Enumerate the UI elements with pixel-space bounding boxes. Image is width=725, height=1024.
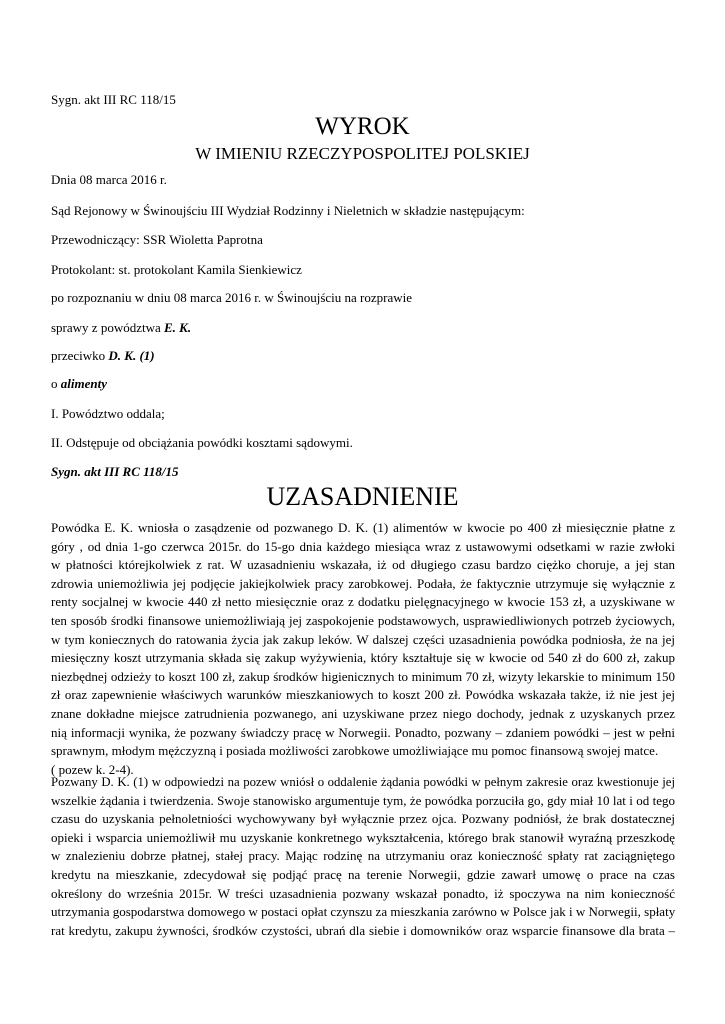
paragraph-line: w tym koniecznych do ratowania życia jak zakup leków. W dalszej części uzasadnienia powódka podniosła, że na jej (51, 631, 675, 647)
presiding-judge-label: Przewodniczący: (51, 232, 144, 247)
paragraph-line: góry , od dnia 1-go czerwca 2015r. do 15-go dnia każdego miesiąca wraz z ustawowymi odsetkami w razie zwłoki (51, 538, 675, 554)
hearing-info: po rozpoznaniu w dniu 08 marca 2016 r. w Świnoujściu na rozprawie (51, 290, 413, 305)
paragraph-line: w znalezieniu dobrze płatnej, stałej pracy. Mając rodzinę na utrzymaniu oraz konieczność spłaty rat zaciągniętego (51, 848, 675, 864)
case-subject-value: alimenty (60, 376, 107, 391)
paragraph-line: w płatności którejkolwiek z rat. W uzasadnieniu wskazała, iż od długiego czasu bardzo ciężko choruje, a jej stan (51, 557, 675, 573)
presiding-judge-name: SSR Wioletta Paprotna (143, 232, 263, 247)
paragraph-line: czasu do uzyskania pełnoletniości wychowywany był wyłącznie przez ojca. Pozwany podniósł, że brak dostatecznej (51, 811, 675, 827)
paragraph-line: opieki i wsparcia uniemożliwił mu uzyskanie konkretnego wykształcenia, którego brak stanowił wyraźną przeszkodę (51, 829, 675, 845)
paragraph-line: sprawnym, młodym mężczyzną i posiada możliwości zarobkowe umożliwiające mu pomoc finansową swojej matce. (51, 743, 659, 759)
paragraph-line: Pozwany D. K. (1) w odpowiedzi na pozew wniósł o oddalenie żądania powódki w pełnym zakresie oraz kwestionuje jej (51, 775, 675, 789)
paragraph-line: ten sposób środki finansowe uniemożliwiają jej zaspokojenie podstawowych, usprawiedliwionych potrzeb życiowych, (51, 612, 675, 628)
document-title: WYROK (315, 113, 410, 140)
presiding-judge (51, 232, 263, 247)
paragraph-line: zł oraz zapewnienie właściwych warunków mieszkaniowych to koszt 200 zł. Powódka wskazała także, iż nie jest jej (51, 687, 675, 703)
plaintiff-line (51, 320, 191, 335)
defendant-name: D. K. (1) (108, 348, 155, 363)
paragraph-line: kredytu na mieszkanie, zdecydował się podjąć pracę na terenie Norwegii, gdzie zawarł umowę o prace na czas (51, 866, 675, 882)
paragraph-line: zdrowia uniemożliwia jej podjęcie jakiejkolwiek pracy zarobkowej. Podała, że faktycznie utrzymuje się wyłącznie z (51, 575, 675, 591)
case-subject-prefix: o (51, 376, 61, 391)
defendant-line (51, 348, 155, 363)
paragraph-line: Powódka E. K. wniosła o zasądzenie od pozwanego D. K. (1) alimentów w kwocie po 400 zł miesięcznie płatne z (51, 520, 675, 535)
court-clerk-name: st. protokolant Kamila Sienkiewicz (118, 262, 302, 277)
paragraph-line: miesięczny koszt utrzymania składa się zakup wyżywienia, który kształtuje się w kwocie od 540 zł do 600 zł, zakup (51, 650, 675, 666)
paragraph-line: określony do września 2015r. W treści uzasadnienia pozwany wskazał ponadto, iż spoczywa na nim konieczność (51, 885, 675, 901)
plaintiff-name: E. K. (164, 320, 192, 335)
justification-paragraph-1 (51, 519, 675, 779)
paragraph-line: niezbędnej odzieży to koszt 100 zł, zakup środków higienicznych to minimum 70 zł, wizyty lekarskie to minimum 150 (51, 668, 675, 684)
paragraph-line: renty socjalnej w kwocie 440 zł netto miesięcznie oraz z dodatku pielęgnacyjnego w kwocie 153 zł, a uzyskiwane w (51, 594, 675, 610)
plaintiff-prefix: sprawy z powództwa (51, 320, 164, 335)
court-composition: Sąd Rejonowy w Świnoujściu III Wydział Rodzinny i Nieletnich w składzie następującym: (51, 203, 525, 218)
paragraph-line: znane dokładne miejsce zatrudnienia pozwanego, ani uzyskiwane przez niego dochody, jednak z uzyskanych przez (51, 705, 675, 721)
justification-title: UZASADNIENIE (266, 482, 459, 511)
judgment-date: Dnia 08 marca 2016 r. (51, 172, 167, 187)
defendant-prefix: przeciwko (51, 348, 109, 363)
court-clerk (51, 262, 302, 277)
justification-paragraph-2 (51, 773, 675, 940)
paragraph-line: wszelkie żądania i twierdzenia. Swoje stanowisko argumentuje tym, że powódka porzuciła go, gdy miał 10 lat i od tego (51, 792, 675, 808)
court-clerk-label: Protokolant: (51, 262, 119, 277)
case-subject (51, 376, 107, 391)
ruling-item: II. Odstępuje od obciążania powódki kosztami sądowymi. (51, 435, 353, 450)
paragraph-line: rat kredytu, zakupu żywności, środków czystości, ubrań dla siebie i domowników oraz wsparcie finansowe dla brata – (51, 922, 675, 938)
document-subtitle: W IMIENIU RZECZYPOSPOLITEJ POLSKIEJ (195, 144, 530, 163)
paragraph-line: utrzymania gospodarstwa domowego w postaci opłat czynszu za mieszkania zarówno w Polsce jak i w Norwegii, spłaty (51, 904, 676, 920)
paragraph-line: ( pozew k. 2-4). (51, 761, 134, 777)
case-reference: Sygn. akt III RC 118/15 (51, 92, 176, 107)
justification-reference: Sygn. akt III RC 118/15 (51, 464, 179, 479)
ruling-item: I. Powództwo oddala; (51, 406, 165, 421)
paragraph-line: nią informacji wynika, że pozwany świadczy pracę w Norwegii. Ponadto, pozwany – zdaniem powódki – jest w pełni (51, 724, 675, 740)
